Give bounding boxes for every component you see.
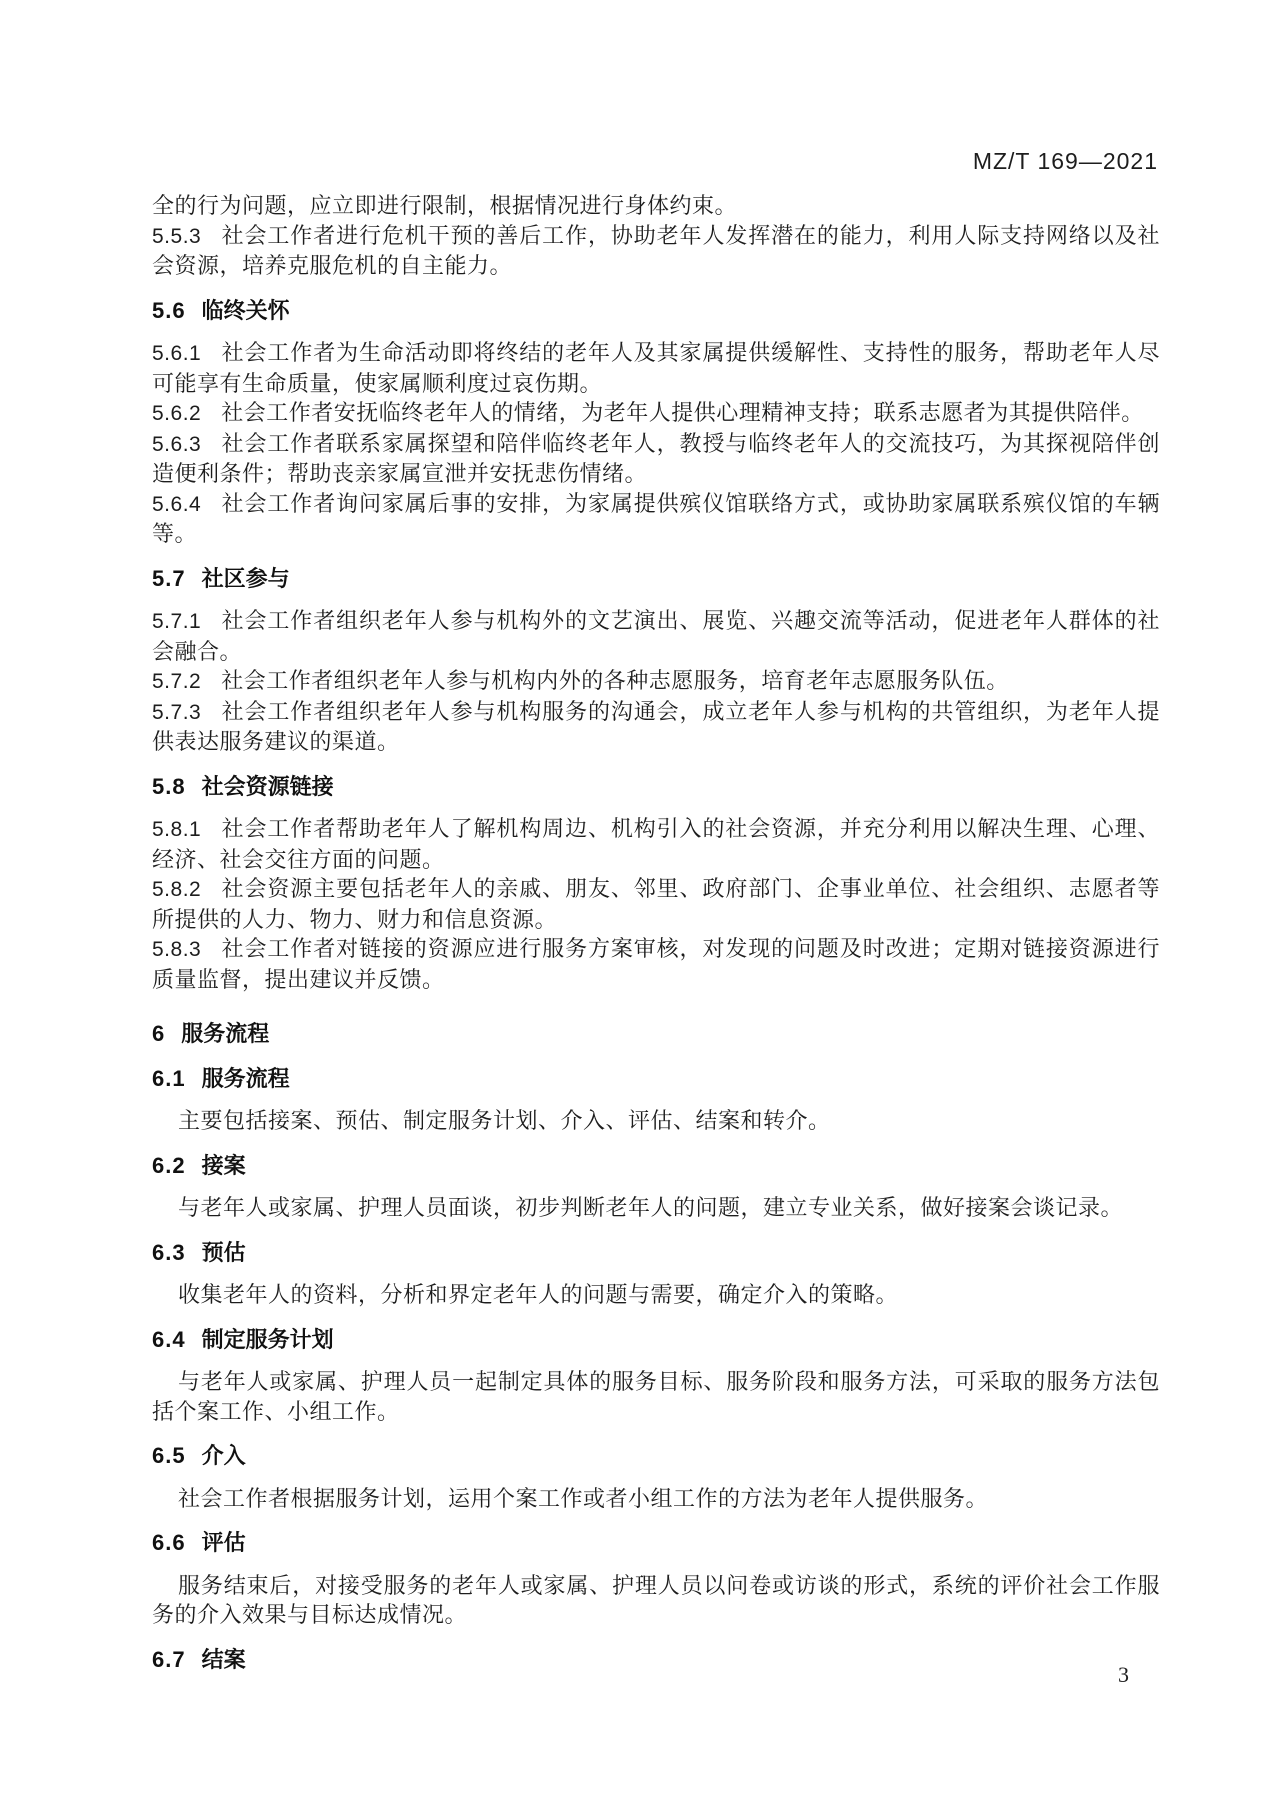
clause-number: 5.5.3 [152,224,202,248]
paragraph-text: 服务结束后，对接受服务的老年人或家属、护理人员以问卷或访谈的形式，系统的评价社会工作服务的介入效果与目标达成情况。 [152,1572,1160,1627]
section-heading-5-6 [152,296,1160,326]
doc-number-header: MZ/T 169—2021 [972,148,1158,174]
paragraph-continuation [152,191,1160,221]
clause-number: 5.7.3 [152,700,202,724]
section-number: 5.7 [152,565,186,591]
paragraph-6-6 [152,1571,1160,1630]
section-number: 6.6 [152,1530,186,1555]
paragraph-text: 与老年人或家属、护理人员面谈，初步判断老年人的问题，建立专业关系，做好接案会谈记录。 [178,1195,1124,1220]
section-number: 6.1 [152,1065,186,1091]
section-heading-6-1 [152,1064,1160,1094]
paragraph-6-4 [152,1367,1160,1426]
section-heading-5-7 [152,564,1160,594]
clause-5-7-3 [152,697,1160,757]
clause-5-6-1 [152,338,1160,398]
section-number: 6.4 [152,1326,186,1352]
section-heading-5-8 [152,772,1160,802]
section-heading-6-4 [152,1325,1160,1355]
paragraph-6-5 [152,1484,1160,1514]
section-heading-6-2 [152,1151,1160,1181]
paragraph-text: 与老年人或家属、护理人员一起制定具体的服务目标、服务阶段和服务方法，可采取的服务方法包括个案工作、小组工作。 [152,1369,1160,1424]
clause-number: 5.8.3 [152,938,202,961]
section-title: 结案 [201,1646,246,1672]
section-heading-6-3 [152,1238,1160,1268]
chapter-title: 服务流程 [181,1021,270,1046]
section-number: 6.5 [152,1443,186,1468]
clause-number: 5.6.1 [152,342,202,365]
section-heading-6-7 [152,1645,1160,1675]
section-number: 6.2 [152,1152,186,1178]
section-number: 6.3 [152,1239,186,1265]
paragraph-6-3 [152,1280,1160,1310]
section-title: 预估 [201,1239,246,1265]
section-heading-6-6 [152,1528,1160,1558]
section-number: 6.7 [152,1646,186,1672]
chapter-heading-6 [152,1019,1160,1049]
section-title: 评估 [201,1530,246,1555]
section-title: 制定服务计划 [201,1326,334,1352]
section-title: 介入 [201,1443,246,1468]
paragraph-6-1 [152,1106,1160,1136]
clause-number: 5.6.2 [152,402,202,425]
clause-text: 社会工作者安抚临终老年人的情绪，为老年人提供心理精神支持；联系志愿者为其提供陪伴。 [221,400,1144,425]
clause-5-8-1 [152,814,1160,874]
clause-text: 社会工作者进行危机干预的善后工作，协助老年人发挥潜在的能力，利用人际支持网络以及社会资源，培养克服危机的自主能力。 [152,222,1160,278]
clause-number: 5.7.1 [152,610,202,633]
clause-number: 5.8.1 [152,818,202,841]
document-content [152,191,1160,1687]
clause-text: 社会工作者组织老年人参与机构外的文艺演出、展览、兴趣交流等活动，促进老年人群体的社会融合。 [152,608,1160,664]
section-number: 5.6 [152,297,186,323]
clause-5-6-2 [152,398,1160,429]
chapter-number: 6 [152,1021,166,1046]
section-title: 社区参与 [201,565,290,591]
clause-5-7-2 [152,666,1160,697]
clause-5-8-2 [152,874,1160,934]
clause-5-6-4 [152,489,1160,549]
clause-5-5-3 [152,221,1160,281]
clause-number: 5.6.4 [152,492,202,516]
section-heading-6-5 [152,1441,1160,1471]
section-number: 5.8 [152,773,186,799]
page-number: 3 [1118,1662,1129,1687]
clause-number: 5.8.2 [152,878,202,901]
section-title: 社会资源链接 [201,773,334,799]
section-title: 服务流程 [201,1065,290,1091]
clause-text: 社会工作者组织老年人参与机构服务的沟通会，成立老年人参与机构的共管组织，为老年人提供表达服务建议的渠道。 [152,698,1160,754]
clause-text: 社会工作者联系家属探望和陪伴临终老年人，教授与临终老年人的交流技巧，为其探视陪伴创造便利条件；帮助丧亲家属宣泄并安抚悲伤情绪。 [152,430,1160,486]
paragraph-text: 全的行为问题，应立即进行限制，根据情况进行身体约束。 [152,193,738,218]
clause-5-8-3 [152,934,1160,994]
clause-text: 社会工作者对链接的资源应进行服务方案审核，对发现的问题及时改进；定期对链接资源进行质量监督，提出建议并反馈。 [152,936,1160,992]
clause-text: 社会资源主要包括老年人的亲戚、朋友、邻里、政府部门、企事业单位、社会组织、志愿者等所提供的人力、物力、财力和信息资源。 [152,876,1160,932]
paragraph-text: 主要包括接案、预估、制定服务计划、介入、评估、结案和转介。 [178,1108,831,1133]
section-title: 临终关怀 [201,297,290,323]
clause-number: 5.6.3 [152,432,202,456]
paragraph-text: 收集老年人的资料，分析和界定老年人的问题与需要，确定介入的策略。 [178,1282,899,1307]
clause-text: 社会工作者为生命活动即将终结的老年人及其家属提供缓解性、支持性的服务，帮助老年人尽可能享有生命质量，使家属顺利度过哀伤期。 [152,340,1160,396]
clause-number: 5.7.2 [152,670,202,693]
paragraph-text: 社会工作者根据服务计划，运用个案工作或者小组工作的方法为老年人提供服务。 [178,1485,989,1511]
section-title: 接案 [201,1152,246,1178]
clause-text: 社会工作者询问家属后事的安排，为家属提供殡仪馆联络方式，或协助家属联系殡仪馆的车辆等。 [152,490,1160,546]
clause-5-7-1 [152,606,1160,666]
paragraph-6-2 [152,1193,1160,1223]
clause-text: 社会工作者组织老年人参与机构内外的各种志愿服务，培育老年志愿服务队伍。 [221,668,1009,693]
clause-5-6-3 [152,429,1160,489]
clause-text: 社会工作者帮助老年人了解机构周边、机构引入的社会资源，并充分利用以解决生理、心理、经济、社会交往方面的问题。 [152,816,1160,872]
